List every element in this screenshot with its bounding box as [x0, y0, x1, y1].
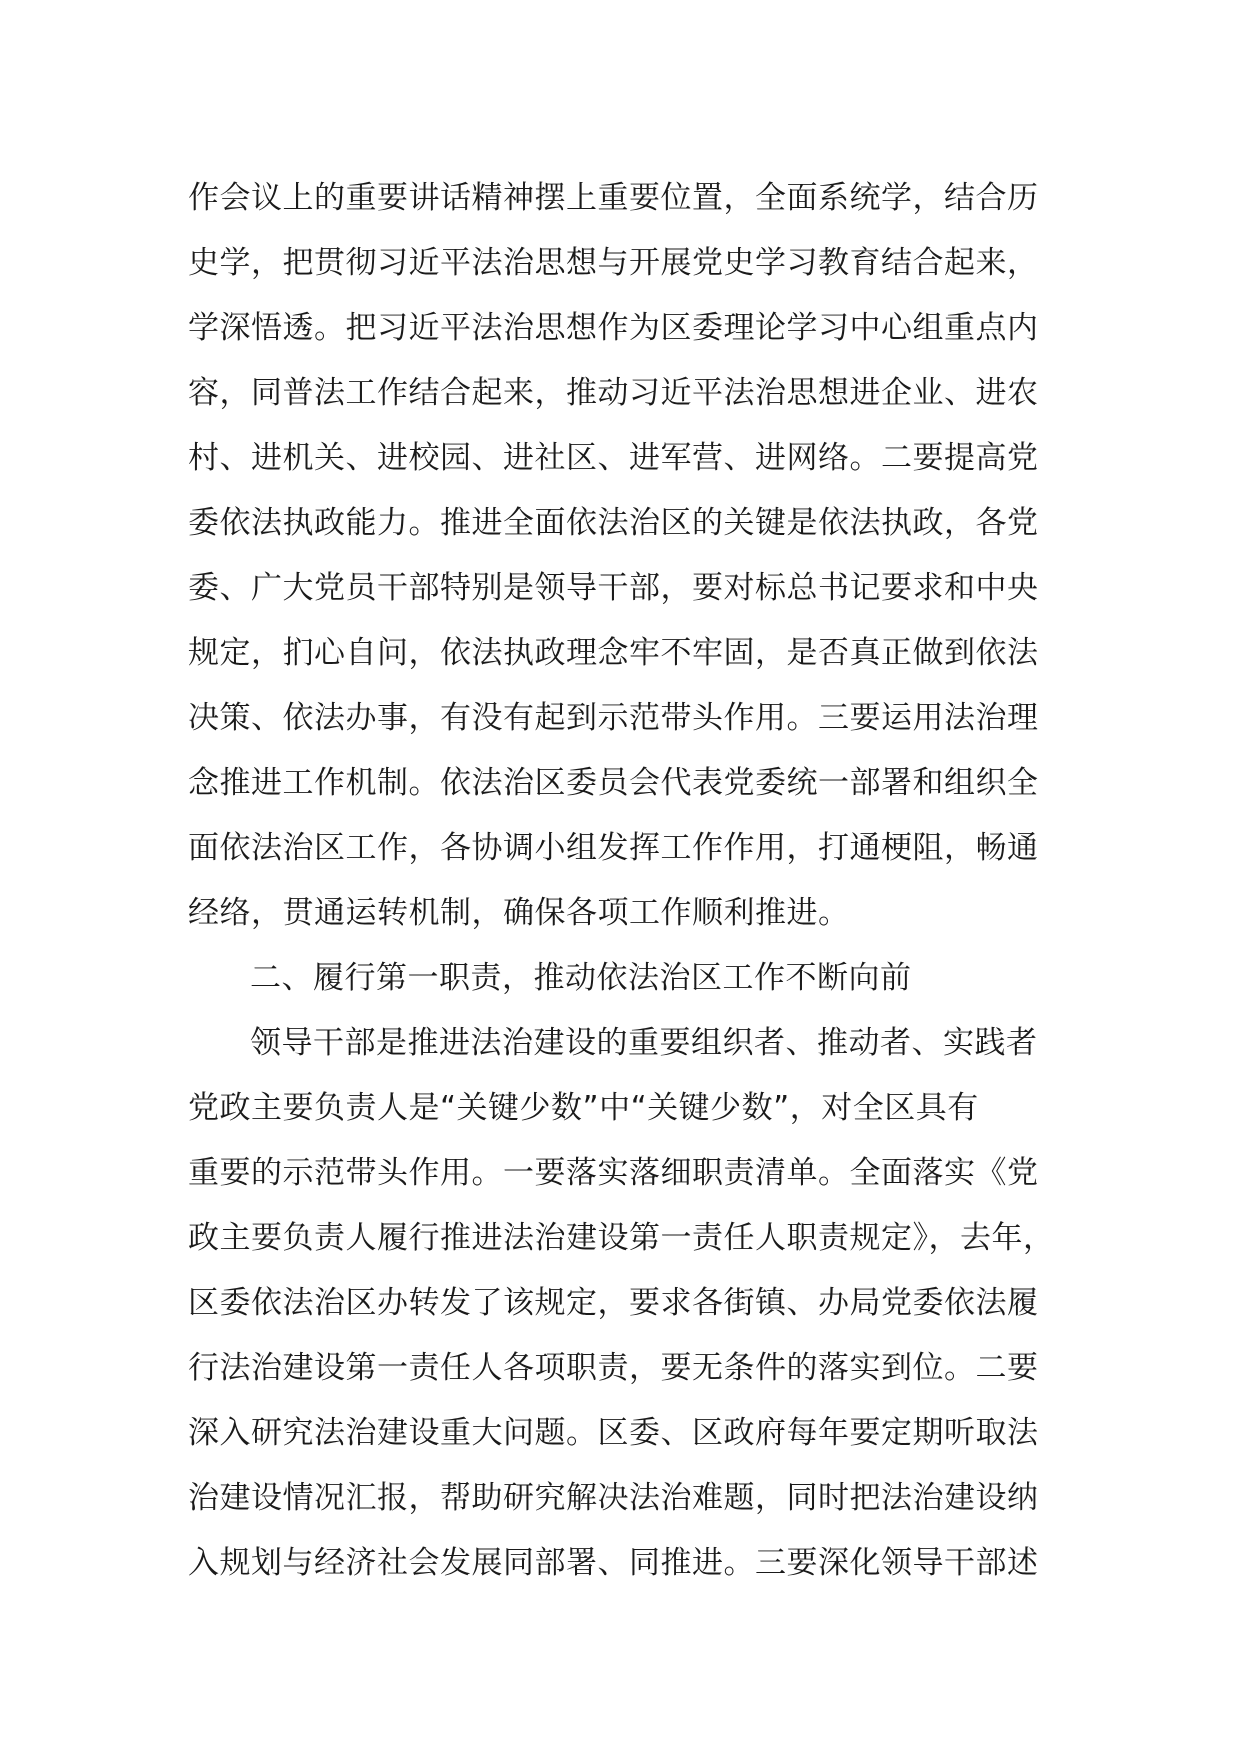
text-line: 村、进机关、进校园、进社区、进军营、进网络。二要提高党 — [188, 440, 1039, 476]
text-line: 入规划与经济社会发展同部署、同推进。三要深化领导干部述 — [188, 1545, 1039, 1581]
text-line: 作会议上的重要讲话精神摆上重要位置，全面系统学，结合历 — [188, 180, 1039, 216]
text-line: 党政主要负责人是“关键少数”中“关键少数”，对全区具有 — [188, 1090, 979, 1126]
text-line: 政主要负责人履行推进法治建设第一责任人职责规定》，去年， — [188, 1220, 1055, 1256]
text-line: 史学，把贯彻习近平法治思想与开展党史学习教育结合起来， — [188, 245, 1039, 281]
text-line: 规定，扪心自问，依法执政理念牢不牢固，是否真正做到依法 — [188, 635, 1039, 671]
text-line: 治建设情况汇报，帮助研究解决法治难题，同时把法治建设纳 — [188, 1480, 1039, 1516]
text-line: 容，同普法工作结合起来，推动习近平法治思想进企业、进农 — [188, 375, 1039, 411]
text-line: 委、广大党员干部特别是领导干部，要对标总书记要求和中央 — [188, 570, 1039, 606]
text-line: 行法治建设第一责任人各项职责，要无条件的落实到位。二要 — [188, 1350, 1039, 1386]
body-text — [188, 166, 1088, 1596]
text-line: 念推进工作机制。依法治区委员会代表党委统一部署和组织全 — [188, 765, 1039, 801]
text-line: 区委依法治区办转发了该规定，要求各街镇、办局党委依法履 — [188, 1285, 1039, 1321]
text-line: 委依法执政能力。推进全面依法治区的关键是依法执政，各党 — [188, 505, 1039, 541]
section-heading: 二、履行第一职责，推动依法治区工作不断向前 — [250, 960, 912, 996]
text-line: 决策、依法办事，有没有起到示范带头作用。三要运用法治理 — [188, 700, 1039, 736]
text-line: 面依法治区工作，各协调小组发挥工作作用，打通梗阻，畅通 — [188, 830, 1039, 866]
text-line: 深入研究法治建设重大问题。区委、区政府每年要定期听取法 — [188, 1415, 1039, 1451]
text-line: 重要的示范带头作用。一要落实落细职责清单。全面落实《党 — [188, 1155, 1039, 1191]
text-line: 学深悟透。把习近平法治思想作为区委理论学习中心组重点内 — [188, 310, 1039, 346]
text-line: 经络，贯通运转机制，确保各项工作顺利推进。 — [188, 895, 850, 931]
paragraph-first-line: 领导干部是推进法治建设的重要组织者、推动者、实践者 — [250, 1025, 1038, 1061]
